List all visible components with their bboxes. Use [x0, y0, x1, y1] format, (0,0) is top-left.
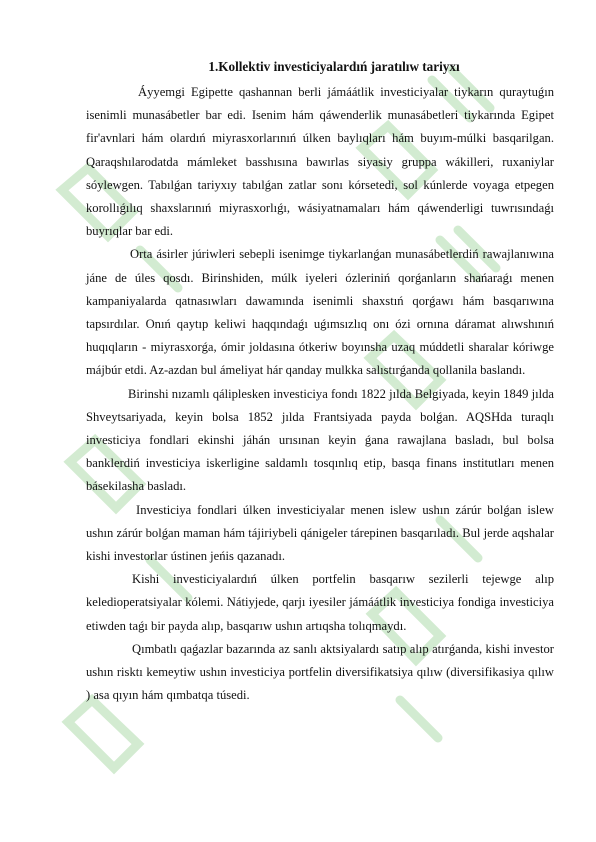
paragraph-2: Orta ásirler júriwleri sebepli isenimge tiykarlanǵan munasábetlerdiń rawajlanıwına jáne de úles qosdı. Birinshiden, múlk iyeleri ózleriniń qorǵanların shańaraǵı menen kampaniyalarda qatnasıwları dawamında isenimli shaxstıń qorǵawı hám basqarıwına tapsırdılar. Onıń qaytıp keliwi haqqındaǵı uǵımsızlıq onı ózi ornına dáramat alıwshınıń huqıqların - miyrasxorǵa, ómir joldasına ótkeriw boyınsha uzaq múddetli sharalar kóriwge májbúr etdi. Az-azdan bul ámeliyat hár qanday mulkka salıstırǵanda qollanila baslandı.: [86, 247, 554, 378]
paragraph-1: Áyyemgi Egipette qashannan berli jámáátlik investiciyalar tiykarın quraytuǵın isenimli munasábetler bar edi. Isenim hám qáwenderlik munasábetleri tiykarında Egipet fir'avnlari hám olardıń miyrasxorlarınıń úlken baylıqları hám buyım-múlki basqarilgan. Qaraqshılarodatda mámleket basshısına bawırlas siyasiy gruppa wákilleri, ruxaniylar sóylewgen. Tabılǵan tariyxıy tabılǵan zatlar sonı kórsetedi, sol kúnlerde voyaga etpegen korollıǵılıq shaxslarınıń miyrasxorlıǵı, wásiyatnamaları hám qáwenderligi tuwrısındaǵı buyrıqlar bar edi.: [86, 85, 554, 239]
paragraph-5: Kishi investiciyalardıń úlken portfelin basqarıw sezilerli tejewge alıp keledioperatsiyalar kólemi. Nátiyjede, qarjı iyesiler jámáátlik investiciya fondiga investiciya etiwden taǵı bir payda alıp, basqarıw ushın artıqsha tolıqmaydı.: [86, 572, 554, 633]
paragraph-4: Investiciya fondlari úlken investiciyalar menen islew ushın zárúr bolǵan islew ushın zárúr bolǵan maman hám tájiriybeli qánigeler tárepinen basqarıladı. Bul jerde aqshalar kishi investorlar ústinen jeńis qazanadı.: [86, 502, 554, 564]
document-body: [86, 58, 554, 707]
paragraph-6: Qımbatlı qaǵazlar bazarında az sanlı aktsiyalardı satıp alıp atırǵanda, kishi investor ushın risktı kemeytiw ushın investiciya portfelin diversifikatsiya qılıw (diversifikasiya qılıw ) asa qıyın hám qımbatqa túsedi.: [86, 641, 554, 703]
document-title: 1.Kollektiv investiciyalardıń jaratılıw tariyxı: [208, 59, 460, 74]
paragraph-3: Birinshi nızamlı qáliplesken investiciya fondı 1822 jılda Belgiyada, keyin 1849 jılda Shveytsariyada, keyin bolsa 1852 jılda Frantsiyada payda bolǵan. AQSHda turaqlı investiciya fondlari ekinshi jáhán urısınan keyin ǵana rawajlana basladı, bul bolsa banklerdiń investiciya iskerligine saldamlı tosqınlıq etip, basqa finans institutları menen básekilasha basladı.: [86, 386, 554, 494]
